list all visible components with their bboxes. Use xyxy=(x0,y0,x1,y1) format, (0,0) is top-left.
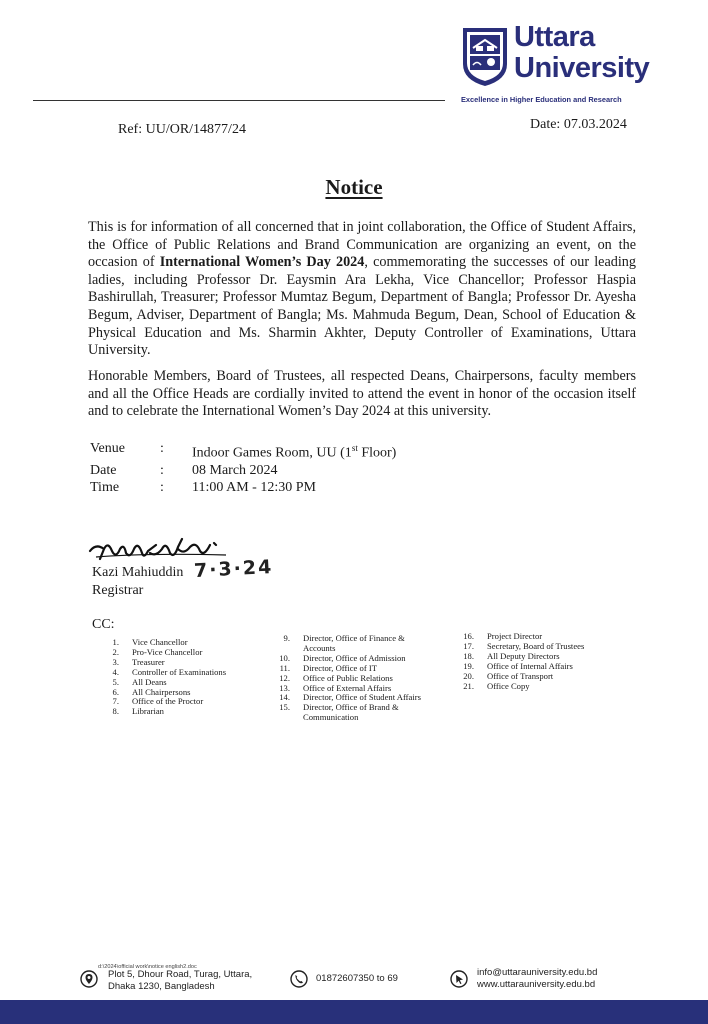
date-label: Date xyxy=(90,462,117,478)
cc-item-text: Pro-Vice Chancellor xyxy=(132,646,203,657)
footer-email[interactable]: info@uttarauniversity.edu.bd xyxy=(477,967,598,978)
cc-item-number: 3. xyxy=(112,656,119,667)
cc-item-number: 2. xyxy=(112,646,119,657)
signatory-name: Kazi Mahiuddin xyxy=(92,565,184,580)
venue-value-suffix: Floor) xyxy=(357,445,397,461)
cc-item-number: 10. xyxy=(279,652,290,663)
cc-item-number: 5. xyxy=(112,676,119,687)
venue-value xyxy=(192,440,396,462)
handwritten-date: 7·3·24 xyxy=(193,555,274,583)
venue-row xyxy=(90,440,396,462)
cc-list-item xyxy=(271,703,451,723)
logo-wordmark xyxy=(514,22,649,84)
cc-item-number: 12. xyxy=(279,672,290,683)
time-colon: : xyxy=(160,479,164,495)
cc-list-item xyxy=(100,697,260,707)
cc-item-text: Office of Transport xyxy=(487,670,554,681)
cc-item-text: Office of Public Relations xyxy=(303,672,393,683)
cc-column-1 xyxy=(100,638,260,717)
event-name: International Women’s Day 2024 xyxy=(159,254,365,271)
paragraph-1-start: This is for information of all concerned that in joint collaboration, the Office of Student Affairs, the Office of Public Relations and Brand Communication are organizing an event, on the occasion of xyxy=(88,219,636,271)
cc-list-item xyxy=(271,634,451,654)
cc-item-text: Office of the Proctor xyxy=(132,696,204,707)
notice-paragraph-2: Honorable Members, Board of Trustees, all respected Deans, Chairpersons, faculty members and all the Office Heads are cordially invited to attend the event in honor of the occasion itself and to celebrate the International Women’s Day 2024 at this university. xyxy=(88,368,636,420)
cc-item-text: Director, Office of Admission xyxy=(303,652,406,663)
page-title: Notice xyxy=(325,175,383,199)
cc-item-number: 15. xyxy=(279,702,290,713)
reference-number: Ref: UU/OR/14877/24 xyxy=(118,122,246,137)
address-line-2: Dhaka 1230, Bangladesh xyxy=(108,981,215,992)
cc-item-number: 11. xyxy=(279,662,290,673)
notice-paragraph-1 xyxy=(88,219,636,360)
venue-label: Venue xyxy=(90,441,125,456)
cc-item-text: Office of Internal Affairs xyxy=(487,660,573,671)
venue-value-prefix: Indoor Games Room, UU (1 xyxy=(192,445,352,461)
cc-item-number: 19. xyxy=(463,660,474,671)
cc-item-text: All Deputy Directors xyxy=(487,650,560,661)
cc-label: CC: xyxy=(92,617,115,632)
signatory-title: Registrar xyxy=(92,583,144,598)
cc-item-text: Director, Office of Brand & Communication xyxy=(303,702,399,723)
logo-tagline: Excellence in Higher Education and Research xyxy=(461,95,622,104)
location-pin-icon xyxy=(80,970,98,988)
venue-value-sup: st xyxy=(351,443,358,453)
cc-item-number: 6. xyxy=(112,686,119,697)
cc-item-text: Controller of Examinations xyxy=(132,666,227,677)
cc-item-text: Project Director xyxy=(487,631,543,641)
cc-item-text: Director, Office of Student Affairs xyxy=(303,692,421,703)
cc-item-number: 17. xyxy=(463,640,474,651)
university-logo xyxy=(461,21,650,108)
event-details xyxy=(90,440,396,496)
shield-icon xyxy=(461,26,509,88)
file-path: d:\2024\official work\notice english2.doc xyxy=(98,964,197,970)
time-label: Time xyxy=(90,479,120,495)
cc-item-text: Office of External Affairs xyxy=(303,682,392,693)
cc-item-number: 1. xyxy=(112,637,119,647)
venue-colon: : xyxy=(160,441,164,456)
footer-contact xyxy=(477,967,597,991)
footer-website[interactable]: www.uttarauniversity.edu.bd xyxy=(477,979,596,990)
cc-item-text: Treasurer xyxy=(132,656,165,667)
cc-column-3 xyxy=(455,632,625,691)
cc-list-item xyxy=(100,707,260,717)
footer-address xyxy=(108,969,278,993)
header-divider xyxy=(33,100,445,101)
notice-date: Date: 07.03.2024 xyxy=(530,117,627,132)
cc-item-number: 20. xyxy=(463,670,474,681)
logo-name-line1: Uttara xyxy=(514,21,595,53)
time-value: 11:00 AM - 12:30 PM xyxy=(192,479,316,495)
cc-column-2 xyxy=(271,634,451,723)
cc-item-number: 18. xyxy=(463,650,474,661)
cc-item-number: 9. xyxy=(283,633,290,643)
footer-bar xyxy=(0,1000,708,1024)
cursor-icon xyxy=(450,970,468,988)
paragraph-1-end: , commemorating the successes of our leading ladies, including Professor Dr. Eaysmin Ara Lekha, Vice Chancellor; Professor Haspia Bashirullah, Treasurer; Professor Mumtaz Begum, Department of Bangla; Professor Dr. Ayesha Begum, Adviser, Department of Bangla; Ms. Mahmuda Begum, Dean, School of Education & Physical Education and Ms. Sharmin Akhter, Deputy Controller of Examinations, Uttara University. xyxy=(88,254,636,359)
cc-item-number: 7. xyxy=(112,696,119,707)
cc-item-number: 8. xyxy=(112,706,119,717)
cc-list-item xyxy=(100,648,260,658)
phone-icon xyxy=(290,970,308,988)
date-value: 08 March 2024 xyxy=(192,462,278,478)
cc-item-text: Office Copy xyxy=(487,680,530,691)
cc-item-text: All Chairpersons xyxy=(132,686,191,697)
cc-item-number: 16. xyxy=(463,631,474,641)
time-row xyxy=(90,479,396,496)
cc-list-item xyxy=(100,668,260,678)
cc-item-number: 21. xyxy=(463,680,474,691)
cc-item-number: 4. xyxy=(112,666,119,677)
cc-item-text: Vice Chancellor xyxy=(132,637,188,647)
cc-item-text: Librarian xyxy=(132,706,164,717)
date-colon: : xyxy=(160,462,164,478)
cc-item-text: Director, Office of Finance & Accounts xyxy=(303,633,405,653)
cc-item-text: Secretary, Board of Trustees xyxy=(487,640,585,651)
date-row xyxy=(90,462,396,479)
logo-name-line2: University xyxy=(514,52,650,84)
cc-list-item xyxy=(455,672,625,682)
cc-list-item xyxy=(455,682,625,692)
cc-item-text: All Deans xyxy=(132,676,167,687)
cc-item-number: 13. xyxy=(279,682,290,693)
address-line-1: Plot 5, Dhour Road, Turag, Uttara, xyxy=(108,969,253,980)
cc-item-text: Director, Office of IT xyxy=(303,662,377,673)
cc-item-number: 14. xyxy=(279,692,290,703)
footer-phone: 01872607350 to 69 xyxy=(316,973,398,984)
